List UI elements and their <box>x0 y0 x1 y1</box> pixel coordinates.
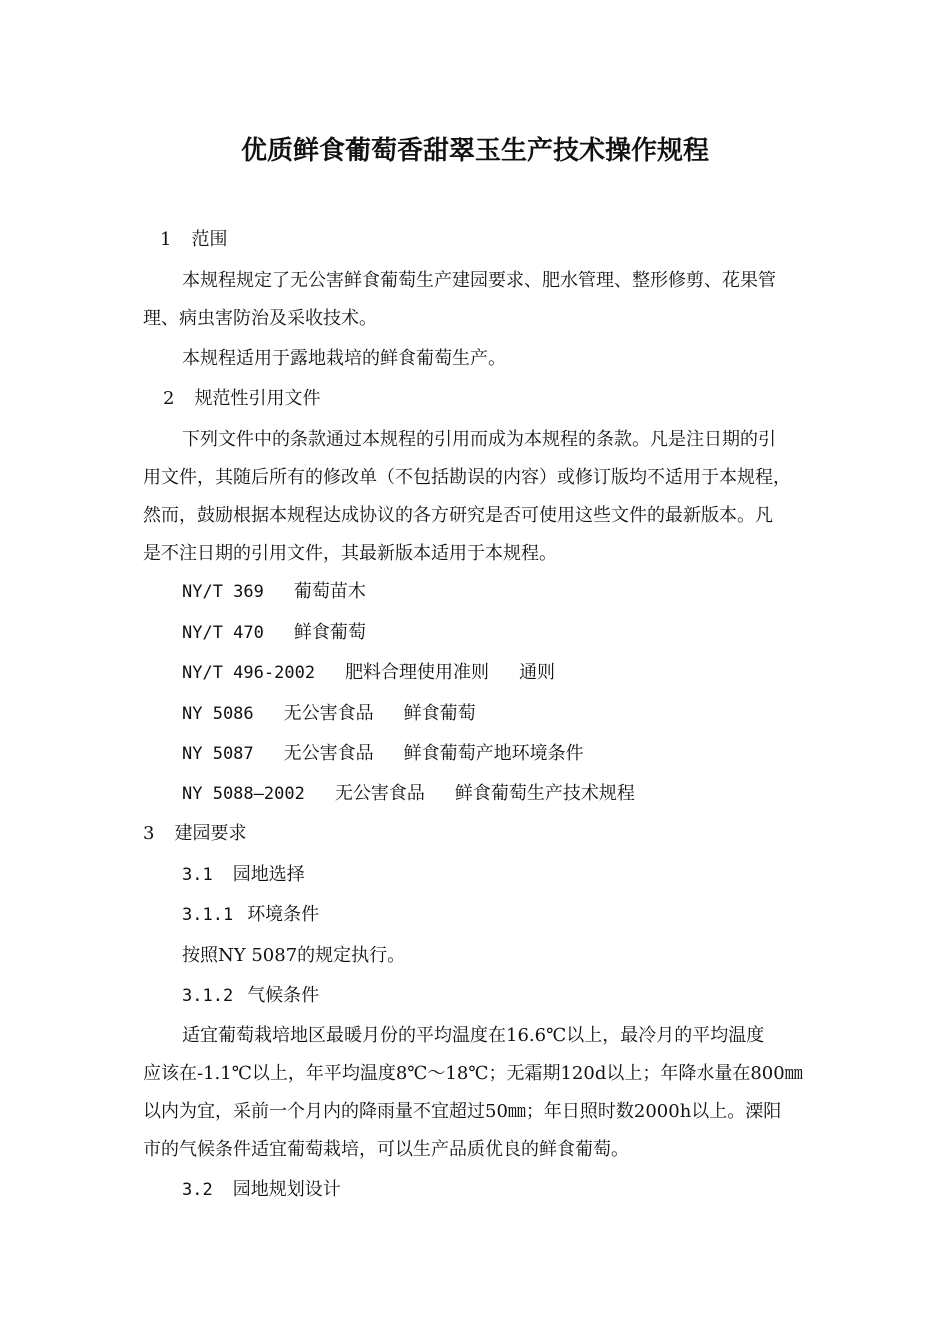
subsection-3-1-2-heading <box>182 984 319 1008</box>
section-number: 1 <box>160 229 172 250</box>
paragraph-line: 然而，鼓励根据本规程达成协议的各方研究是否可使用这些文件的最新版本。凡 <box>143 505 773 526</box>
reference-extra: 通则 <box>519 662 556 683</box>
paragraph-line: 用文件，其随后所有的修改单（不包括勘误的内容）或修订版均不适用于本规程， <box>143 467 791 488</box>
subsection-3-2-heading <box>182 1178 341 1202</box>
section-2-heading <box>163 387 320 411</box>
paragraph-line: 按照NY 5087的规定执行。 <box>182 945 406 966</box>
reference-extra: 鲜食葡萄生产技术规程 <box>454 783 635 804</box>
section-3-heading <box>143 822 246 846</box>
reference-code: NY/T 369 <box>182 582 264 602</box>
paragraph-line: 下列文件中的条款通过本规程的引用而成为本规程的条款。凡是注日期的引 <box>182 429 776 450</box>
reference-code: NY 5088—2002 <box>182 784 305 804</box>
paragraph-line: 是不注日期的引用文件，其最新版本适用于本规程。 <box>143 543 557 564</box>
reference-item <box>182 621 366 645</box>
paragraph-line: 本规程规定了无公害鲜食葡萄生产建园要求、肥水管理、整形修剪、花果管 <box>182 270 776 291</box>
reference-item <box>182 742 584 766</box>
subsection-3-1-heading <box>182 863 305 887</box>
paragraph-line: 本规程适用于露地栽培的鲜食葡萄生产。 <box>182 348 506 369</box>
reference-name: 肥料合理使用准则 <box>345 662 490 683</box>
section-number: 3.1.1 <box>182 905 234 925</box>
section-title: 规范性引用文件 <box>194 388 321 409</box>
section-title: 环境条件 <box>247 904 320 925</box>
reference-item <box>182 702 476 726</box>
reference-code: NY 5087 <box>182 744 254 764</box>
section-title: 建园要求 <box>174 823 247 844</box>
section-number: 3.1.2 <box>182 986 234 1006</box>
paragraph-line: 适宜葡萄栽培地区最暖月份的平均温度在16.6℃以上，最冷月的平均温度 <box>182 1025 765 1046</box>
paragraph-line: 以内为宜，采前一个月内的降雨量不宜超过50㎜；年日照时数2000h以上。溧阳 <box>143 1101 782 1122</box>
section-title: 范围 <box>191 229 228 250</box>
reference-name: 鲜食葡萄 <box>293 622 366 643</box>
section-1-heading <box>160 228 227 252</box>
section-title: 园地规划设计 <box>232 1179 341 1200</box>
reference-name: 葡萄苗木 <box>293 581 366 602</box>
reference-item <box>182 782 635 806</box>
paragraph-line: 应该在-1.1℃以上，年平均温度8℃～18℃；无霜期120d以上；年降水量在800㎜ <box>143 1063 803 1084</box>
reference-name: 无公害食品 <box>334 783 425 804</box>
section-number: 3 <box>143 823 155 844</box>
paragraph-line: 市的气候条件适宜葡萄栽培，可以生产品质优良的鲜食葡萄。 <box>143 1139 629 1160</box>
section-title: 园地选择 <box>232 864 305 885</box>
reference-code: NY 5086 <box>182 704 254 724</box>
section-title: 气候条件 <box>247 985 320 1006</box>
section-number: 3.2 <box>182 1180 213 1200</box>
reference-item <box>182 661 555 685</box>
reference-item <box>182 580 366 604</box>
page-title: 优质鲜食葡萄香甜翠玉生产技术操作规程 <box>240 136 709 166</box>
section-number: 2 <box>163 388 175 409</box>
paragraph-line: 理、病虫害防治及采收技术。 <box>143 308 377 329</box>
reference-extra: 鲜食葡萄产地环境条件 <box>403 743 584 764</box>
reference-code: NY/T 496-2002 <box>182 663 316 683</box>
reference-extra: 鲜食葡萄 <box>403 703 476 724</box>
reference-name: 无公害食品 <box>283 743 374 764</box>
subsection-3-1-1-heading <box>182 903 319 927</box>
reference-name: 无公害食品 <box>283 703 374 724</box>
section-number: 3.1 <box>182 865 213 885</box>
reference-code: NY/T 470 <box>182 623 264 643</box>
